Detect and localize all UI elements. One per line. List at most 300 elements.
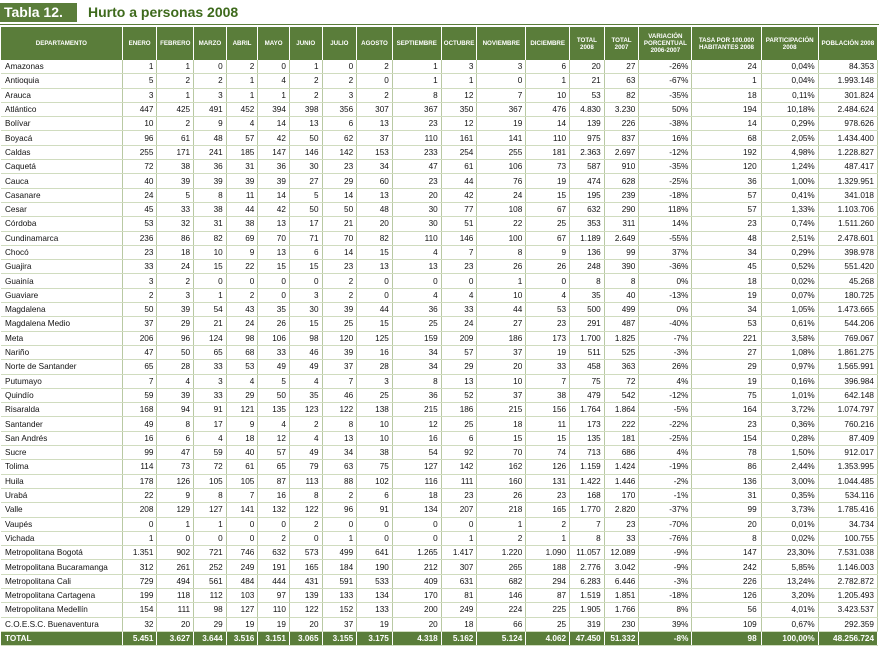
value-cell: 686 xyxy=(604,446,639,460)
value-cell: 1.993.148 xyxy=(818,74,877,88)
value-cell: 2 xyxy=(357,88,393,102)
value-cell: 126 xyxy=(692,588,761,602)
value-cell: 46 xyxy=(322,388,357,402)
value-cell: 6 xyxy=(441,431,477,445)
value-cell: 21 xyxy=(194,317,227,331)
value-cell: 42 xyxy=(258,131,290,145)
value-cell: 19 xyxy=(526,345,570,359)
value-cell: 10 xyxy=(477,374,526,388)
value-cell: 484 xyxy=(226,574,258,588)
value-cell: 24 xyxy=(441,317,477,331)
value-cell: 103 xyxy=(226,588,258,602)
value-cell: 1 xyxy=(157,60,194,74)
value-cell: 37 xyxy=(477,388,526,402)
department-cell: C.O.E.S.C. Buenaventura xyxy=(1,617,122,631)
value-cell: 1 xyxy=(441,531,477,545)
table-row xyxy=(1,102,878,116)
value-cell: 1.146.003 xyxy=(818,560,877,574)
value-cell: 31 xyxy=(692,488,761,502)
value-cell: 224 xyxy=(477,603,526,617)
value-cell: 533 xyxy=(357,574,393,588)
value-cell: 40 xyxy=(604,288,639,302)
value-cell: 511 xyxy=(570,345,605,359)
value-cell: 3 xyxy=(122,88,157,102)
value-cell: 61 xyxy=(157,131,194,145)
value-cell: 1.265 xyxy=(392,546,441,560)
value-cell: 409 xyxy=(392,574,441,588)
value-cell: 84.353 xyxy=(818,60,877,74)
total-value-cell: 3.155 xyxy=(322,631,357,645)
value-cell: 67 xyxy=(526,231,570,245)
value-cell: 0,04% xyxy=(761,74,818,88)
value-cell: -67% xyxy=(639,74,692,88)
value-cell: 534.116 xyxy=(818,488,877,502)
value-cell: 9 xyxy=(226,417,258,431)
value-cell: 573 xyxy=(289,546,322,560)
value-cell: 110 xyxy=(258,603,290,617)
value-cell: -19% xyxy=(639,460,692,474)
value-cell: 131 xyxy=(526,474,570,488)
value-cell: 34 xyxy=(392,360,441,374)
value-cell: 3,20% xyxy=(761,588,818,602)
department-cell: Vaupés xyxy=(1,517,122,531)
value-cell: 194 xyxy=(692,102,761,116)
value-cell: 8 xyxy=(289,488,322,502)
value-cell: 11 xyxy=(226,188,258,202)
value-cell: 1.074.797 xyxy=(818,403,877,417)
value-cell: 36 xyxy=(392,303,441,317)
value-cell: 45.268 xyxy=(818,274,877,288)
department-cell: Urabá xyxy=(1,488,122,502)
value-cell: 0,41% xyxy=(761,188,818,202)
table-row xyxy=(1,617,878,631)
value-cell: 50 xyxy=(258,388,290,402)
value-cell: 53 xyxy=(570,88,605,102)
value-cell: 221 xyxy=(692,331,761,345)
value-cell: 38 xyxy=(526,388,570,402)
department-cell: Casanare xyxy=(1,188,122,202)
value-cell: 1.851 xyxy=(604,588,639,602)
table-row xyxy=(1,117,878,131)
column-header: ABRIL xyxy=(226,27,258,60)
value-cell: 142 xyxy=(441,460,477,474)
value-cell: 44 xyxy=(357,303,393,317)
value-cell: 212 xyxy=(392,560,441,574)
value-cell: 218 xyxy=(477,503,526,517)
value-cell: -18% xyxy=(639,188,692,202)
value-cell: 29 xyxy=(322,174,357,188)
value-cell: 0,28% xyxy=(761,431,818,445)
value-cell: 23 xyxy=(322,160,357,174)
value-cell: 209 xyxy=(441,331,477,345)
value-cell: 47 xyxy=(122,345,157,359)
value-cell: 37 xyxy=(122,317,157,331)
value-cell: 20 xyxy=(157,617,194,631)
value-cell: 62 xyxy=(322,131,357,145)
value-cell: 195 xyxy=(570,188,605,202)
table-row xyxy=(1,188,878,202)
value-cell: 46 xyxy=(289,345,322,359)
value-cell: 5 xyxy=(289,188,322,202)
value-cell: 1.861.275 xyxy=(818,345,877,359)
value-cell: 1.353.995 xyxy=(818,460,877,474)
total-value-cell: 3.065 xyxy=(289,631,322,645)
value-cell: 2,51% xyxy=(761,231,818,245)
value-cell: 2.820 xyxy=(604,503,639,517)
value-cell: 39 xyxy=(157,174,194,188)
value-cell: 311 xyxy=(604,217,639,231)
value-cell: 27 xyxy=(692,345,761,359)
value-cell: 398.978 xyxy=(818,245,877,259)
value-cell: -25% xyxy=(639,174,692,188)
table-row xyxy=(1,460,878,474)
department-cell: Amazonas xyxy=(1,60,122,74)
value-cell: 5 xyxy=(258,374,290,388)
value-cell: 222 xyxy=(604,417,639,431)
value-cell: 0 xyxy=(157,531,194,545)
value-cell: 0,16% xyxy=(761,374,818,388)
value-cell: 292.359 xyxy=(818,617,877,631)
value-cell: 458 xyxy=(570,360,605,374)
value-cell: 2 xyxy=(157,274,194,288)
value-cell: 2 xyxy=(289,517,322,531)
value-cell: 98 xyxy=(194,603,227,617)
value-cell: 152 xyxy=(322,603,357,617)
value-cell: 96 xyxy=(157,331,194,345)
value-cell: 139 xyxy=(289,588,322,602)
department-cell: Risaralda xyxy=(1,403,122,417)
value-cell: -12% xyxy=(639,388,692,402)
total-value-cell: 3.627 xyxy=(157,631,194,645)
value-cell: 49 xyxy=(258,360,290,374)
value-cell: 13 xyxy=(258,245,290,259)
value-cell: 70 xyxy=(258,231,290,245)
column-header: DICIEMBRE xyxy=(526,27,570,60)
value-cell: 0 xyxy=(322,517,357,531)
value-cell: 33 xyxy=(194,360,227,374)
department-cell: Atlántico xyxy=(1,102,122,116)
value-cell: 18 xyxy=(692,88,761,102)
value-cell: 1.565.991 xyxy=(818,360,877,374)
value-cell: 215 xyxy=(392,403,441,417)
value-cell: 367 xyxy=(392,102,441,116)
value-cell: 2 xyxy=(477,531,526,545)
value-cell: 77 xyxy=(441,202,477,216)
value-cell: 17 xyxy=(289,217,322,231)
value-cell: 141 xyxy=(226,503,258,517)
value-cell: 162 xyxy=(477,460,526,474)
value-cell: 72 xyxy=(194,460,227,474)
value-cell: 15 xyxy=(289,317,322,331)
value-cell: 123 xyxy=(289,403,322,417)
table-row xyxy=(1,374,878,388)
value-cell: 49 xyxy=(289,360,322,374)
value-cell: 236 xyxy=(122,231,157,245)
value-cell: 14 xyxy=(322,245,357,259)
value-cell: 6 xyxy=(357,488,393,502)
value-cell: 23 xyxy=(526,488,570,502)
department-cell: Norte de Santander xyxy=(1,360,122,374)
value-cell: 11 xyxy=(526,417,570,431)
value-cell: 9 xyxy=(226,245,258,259)
value-cell: 491 xyxy=(194,102,227,116)
value-cell: -35% xyxy=(639,160,692,174)
table-row xyxy=(1,603,878,617)
value-cell: 8 xyxy=(322,417,357,431)
value-cell: 15 xyxy=(526,188,570,202)
value-cell: 124 xyxy=(194,331,227,345)
value-cell: -25% xyxy=(639,431,692,445)
value-cell: 1 xyxy=(692,74,761,88)
value-cell: 33 xyxy=(604,531,639,545)
value-cell: 1.700 xyxy=(570,331,605,345)
value-cell: 8 xyxy=(604,274,639,288)
value-cell: 1.417 xyxy=(441,546,477,560)
value-cell: 1.329.951 xyxy=(818,174,877,188)
value-cell: 15 xyxy=(357,317,393,331)
value-cell: 2 xyxy=(322,74,357,88)
department-cell: Guaviare xyxy=(1,288,122,302)
value-cell: 22 xyxy=(122,488,157,502)
value-cell: 12 xyxy=(392,417,441,431)
value-cell: -26% xyxy=(639,60,692,74)
value-cell: 265 xyxy=(477,560,526,574)
column-header: PARTICIPACIÓN 2008 xyxy=(761,27,818,60)
value-cell: 978.626 xyxy=(818,117,877,131)
header-row xyxy=(1,27,878,60)
value-cell: 86 xyxy=(157,231,194,245)
value-cell: 57 xyxy=(692,188,761,202)
value-cell: 632 xyxy=(570,202,605,216)
value-cell: 146 xyxy=(477,588,526,602)
value-cell: -12% xyxy=(639,145,692,159)
value-cell: 178 xyxy=(122,474,157,488)
value-cell: 18 xyxy=(441,617,477,631)
value-cell: 9 xyxy=(194,117,227,131)
value-cell: 1.103.706 xyxy=(818,202,877,216)
value-cell: 19 xyxy=(357,617,393,631)
value-cell: 20 xyxy=(392,617,441,631)
value-cell: 20 xyxy=(477,360,526,374)
value-cell: 88 xyxy=(322,474,357,488)
value-cell: 65 xyxy=(258,460,290,474)
value-cell: 1 xyxy=(526,74,570,88)
value-cell: 111 xyxy=(157,603,194,617)
table-number: Tabla 12. xyxy=(0,3,77,22)
value-cell: 108 xyxy=(477,202,526,216)
value-cell: 1.905 xyxy=(570,603,605,617)
value-cell: 2 xyxy=(526,517,570,531)
value-cell: 1.422 xyxy=(570,474,605,488)
value-cell: 255 xyxy=(477,145,526,159)
value-cell: 34 xyxy=(322,446,357,460)
value-cell: 35 xyxy=(258,303,290,317)
value-cell: 0 xyxy=(194,60,227,74)
value-cell: 29 xyxy=(157,317,194,331)
value-cell: 154 xyxy=(692,431,761,445)
value-cell: 0 xyxy=(477,74,526,88)
column-header: OCTUBRE xyxy=(441,27,477,60)
table-row xyxy=(1,345,878,359)
column-header: TOTAL 2008 xyxy=(570,27,605,60)
column-header: JUNIO xyxy=(289,27,322,60)
value-cell: 61 xyxy=(226,460,258,474)
value-cell: 19 xyxy=(258,617,290,631)
value-cell: 40 xyxy=(226,446,258,460)
value-cell: 1,05% xyxy=(761,303,818,317)
total-value-cell: 51.332 xyxy=(604,631,639,645)
value-cell: 0,02% xyxy=(761,274,818,288)
value-cell: 390 xyxy=(604,260,639,274)
value-cell: 38 xyxy=(157,160,194,174)
value-cell: 63 xyxy=(604,74,639,88)
value-cell: 154 xyxy=(122,603,157,617)
value-cell: 13 xyxy=(357,188,393,202)
department-cell: Arauca xyxy=(1,88,122,102)
value-cell: 56 xyxy=(692,603,761,617)
value-cell: 146 xyxy=(441,231,477,245)
value-cell: 32 xyxy=(122,617,157,631)
value-cell: 16% xyxy=(639,131,692,145)
value-cell: 50 xyxy=(289,202,322,216)
value-cell: 28 xyxy=(157,360,194,374)
column-header: FEBRERO xyxy=(157,27,194,60)
value-cell: 20 xyxy=(357,217,393,231)
value-cell: 168 xyxy=(570,488,605,502)
value-cell: 27 xyxy=(289,174,322,188)
table-row xyxy=(1,217,878,231)
value-cell: 118% xyxy=(639,202,692,216)
value-cell: 136 xyxy=(570,245,605,259)
value-cell: 499 xyxy=(604,303,639,317)
value-cell: 53 xyxy=(122,217,157,231)
value-cell: 476 xyxy=(526,102,570,116)
value-cell: 0,07% xyxy=(761,288,818,302)
value-cell: 15 xyxy=(194,260,227,274)
value-cell: 72 xyxy=(604,374,639,388)
department-cell: Caldas xyxy=(1,145,122,159)
total-value-cell: 5.162 xyxy=(441,631,477,645)
value-cell: 4,01% xyxy=(761,603,818,617)
value-cell: 479 xyxy=(570,388,605,402)
value-cell: 3 xyxy=(122,274,157,288)
value-cell: 713 xyxy=(570,446,605,460)
value-cell: 10 xyxy=(194,245,227,259)
value-cell: 29 xyxy=(441,360,477,374)
value-cell: 233 xyxy=(392,145,441,159)
table-row xyxy=(1,560,878,574)
value-cell: 425 xyxy=(157,102,194,116)
value-cell: 190 xyxy=(357,560,393,574)
value-cell: 912.017 xyxy=(818,446,877,460)
value-cell: -9% xyxy=(639,546,692,560)
value-cell: 139 xyxy=(570,117,605,131)
value-cell: 13,24% xyxy=(761,574,818,588)
value-cell: 487 xyxy=(604,317,639,331)
value-cell: 81 xyxy=(441,588,477,602)
value-cell: 7 xyxy=(441,245,477,259)
value-cell: 127 xyxy=(226,603,258,617)
value-cell: 68 xyxy=(226,345,258,359)
value-cell: 23 xyxy=(122,245,157,259)
value-cell: 631 xyxy=(441,574,477,588)
value-cell: 15 xyxy=(477,431,526,445)
data-table xyxy=(1,27,878,646)
value-cell: 96 xyxy=(122,131,157,145)
table-row xyxy=(1,60,878,74)
value-cell: 37 xyxy=(357,131,393,145)
value-cell: 25 xyxy=(526,217,570,231)
department-cell: Bolívar xyxy=(1,117,122,131)
value-cell: 39% xyxy=(639,617,692,631)
value-cell: 487.417 xyxy=(818,160,877,174)
value-cell: 1 xyxy=(157,517,194,531)
value-cell: 7 xyxy=(477,88,526,102)
value-cell: 21 xyxy=(570,74,605,88)
value-cell: 6 xyxy=(289,245,322,259)
value-cell: -70% xyxy=(639,517,692,531)
value-cell: 4 xyxy=(392,245,441,259)
value-cell: 206 xyxy=(122,331,157,345)
value-cell: 551.420 xyxy=(818,260,877,274)
value-cell: 91 xyxy=(357,503,393,517)
value-cell: 0,74% xyxy=(761,217,818,231)
value-cell: 57 xyxy=(258,446,290,460)
column-header: VARIACIÓN PORCENTUAL 2006-2007 xyxy=(639,27,692,60)
value-cell: 36 xyxy=(194,160,227,174)
value-cell: 2 xyxy=(157,117,194,131)
value-cell: 5 xyxy=(122,74,157,88)
value-cell: 0 xyxy=(258,60,290,74)
value-cell: 113 xyxy=(289,474,322,488)
value-cell: 1 xyxy=(258,88,290,102)
department-cell: Chocó xyxy=(1,245,122,259)
value-cell: 2 xyxy=(226,288,258,302)
value-cell: 53 xyxy=(526,303,570,317)
value-cell: 116 xyxy=(392,474,441,488)
value-cell: 43 xyxy=(226,303,258,317)
value-cell: 9 xyxy=(526,245,570,259)
table-row xyxy=(1,160,878,174)
value-cell: 0 xyxy=(258,288,290,302)
table-row xyxy=(1,202,878,216)
value-cell: 33 xyxy=(441,303,477,317)
value-cell: 2 xyxy=(357,60,393,74)
value-cell: 118 xyxy=(157,588,194,602)
value-cell: 78 xyxy=(692,446,761,460)
value-cell: 4% xyxy=(639,374,692,388)
value-cell: 561 xyxy=(194,574,227,588)
value-cell: 628 xyxy=(604,174,639,188)
table-row xyxy=(1,145,878,159)
value-cell: 0% xyxy=(639,303,692,317)
value-cell: 10,18% xyxy=(761,102,818,116)
value-cell: 120 xyxy=(322,331,357,345)
value-cell: 67 xyxy=(526,202,570,216)
value-cell: 239 xyxy=(604,188,639,202)
value-cell: 0 xyxy=(357,74,393,88)
total-value-cell: 4.062 xyxy=(526,631,570,645)
value-cell: 2 xyxy=(194,74,227,88)
value-cell: 0 xyxy=(526,274,570,288)
value-cell: 7 xyxy=(226,488,258,502)
value-cell: 910 xyxy=(604,160,639,174)
value-cell: 12 xyxy=(258,431,290,445)
value-cell: 39 xyxy=(194,174,227,188)
total-row xyxy=(1,631,878,645)
value-cell: 5 xyxy=(157,188,194,202)
value-cell: 94 xyxy=(157,403,194,417)
